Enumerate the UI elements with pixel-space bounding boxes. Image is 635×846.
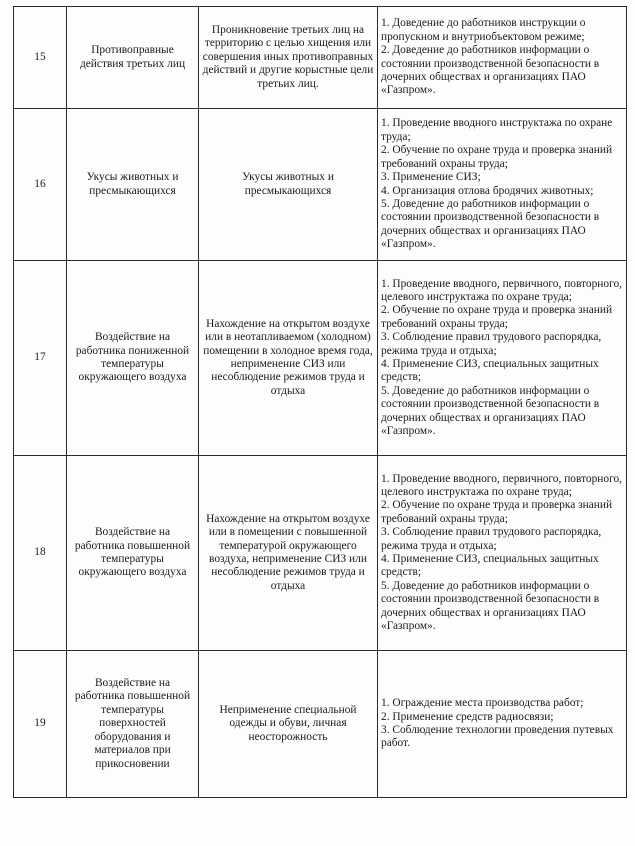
hazard-name: Противоправные действия третьих лиц bbox=[67, 7, 199, 109]
hazard-description: Проникновение третьих лиц на территорию с целью хищения или совершения иных противоправных действий и другие корыстные цели третьих лиц. bbox=[199, 7, 378, 109]
measure-item: 4. Применение СИЗ, специальных защитных средств; bbox=[381, 358, 599, 384]
measure-item: 3. Применение СИЗ; bbox=[381, 171, 481, 184]
table-row bbox=[14, 109, 627, 261]
table-row bbox=[14, 456, 627, 651]
measure-item: 5. Доведение до работников информации о состоянии производственной безопасности в дочерних обществах и организациях ПАО «Газпром». bbox=[381, 197, 600, 251]
measure-item: 1. Ограждение места производства работ; bbox=[381, 697, 584, 710]
hazard-name: Воздействие на работника повышенной температуры поверхностей оборудования и материалов при прикосновении bbox=[67, 651, 199, 798]
measure-item: 5. Доведение до работников информации о состоянии производственной безопасности в дочерних обществах и организациях ПАО «Газпром». bbox=[381, 384, 600, 438]
measure-item: 1. Проведение вводного инструктажа по охране труда; bbox=[381, 117, 613, 143]
hazard-table bbox=[13, 6, 627, 798]
row-number: 16 bbox=[14, 109, 67, 261]
measure-item: 1. Проведение вводного, первичного, повторного, целевого инструктажа по охране труда; bbox=[381, 472, 623, 498]
measures-list bbox=[381, 473, 623, 634]
table-row bbox=[14, 7, 627, 109]
measure-item: 2. Применение средств радиосвязи; bbox=[381, 710, 554, 723]
table-row bbox=[14, 261, 627, 456]
hazard-name: Воздействие на работника пониженной температуры окружающего воздуха bbox=[67, 261, 199, 456]
measure-item: 4. Организация отлова бродячих животных; bbox=[381, 184, 594, 197]
measure-item: 2. Доведение до работников информации о состоянии производственной безопасности в дочерних обществах и организациях ПАО «Газпром». bbox=[381, 44, 600, 97]
hazard-name: Воздействие на работника повышенной температуры окружающего воздуха bbox=[67, 456, 199, 651]
row-number: 18 bbox=[14, 456, 67, 651]
measures-list bbox=[381, 697, 623, 751]
measures-list bbox=[381, 278, 623, 439]
measure-item: 2. Обучение по охране труда и проверка знаний требований охраны труда; bbox=[381, 304, 613, 330]
hazard-description: Нахождение на открытом воздухе или в помещении с повышенной температурой окружающего воздуха, неприменение СИЗ или несоблюдение режимов труда и отдыха bbox=[199, 456, 378, 651]
control-measures bbox=[378, 109, 627, 261]
measures-list bbox=[381, 17, 623, 97]
row-number: 17 bbox=[14, 261, 67, 456]
control-measures bbox=[378, 456, 627, 651]
hazard-description: Неприменение специальной одежды и обуви, личная неосторожность bbox=[199, 651, 378, 798]
row-number: 15 bbox=[14, 7, 67, 109]
measure-item: 3. Соблюдение правил трудового распорядка, режима труда и отдыха; bbox=[381, 526, 602, 552]
measures-list bbox=[381, 117, 623, 251]
control-measures bbox=[378, 7, 627, 109]
measure-item: 1. Проведение вводного, первичного, повторного, целевого инструктажа по охране труда; bbox=[381, 277, 623, 303]
measure-item: 4. Применение СИЗ, специальных защитных средств; bbox=[381, 553, 599, 579]
table-row bbox=[14, 651, 627, 798]
hazard-description: Нахождение на открытом воздухе или в неотапливаемом (холодном) помещении в холодное время года, неприменение СИЗ или несоблюдение режимов труда и отдыха bbox=[199, 261, 378, 456]
measure-item: 3. Соблюдение технологии проведения путевых работ. bbox=[381, 724, 614, 750]
measure-item: 5. Доведение до работников информации о состоянии производственной безопасности в дочерних обществах и организациях ПАО «Газпром». bbox=[381, 579, 600, 633]
hazard-name: Укусы животных и пресмыкающихся bbox=[67, 109, 199, 261]
measure-item: 2. Обучение по охране труда и проверка знаний требований охраны труда; bbox=[381, 144, 613, 170]
row-number: 19 bbox=[14, 651, 67, 798]
measure-item: 1. Доведение до работников инструкции о пропускном и внутриобъектовом режиме; bbox=[381, 17, 586, 43]
measure-item: 3. Соблюдение правил трудового распорядка, режима труда и отдыха; bbox=[381, 331, 602, 357]
measure-item: 2. Обучение по охране труда и проверка знаний требований охраны труда; bbox=[381, 499, 613, 525]
control-measures bbox=[378, 651, 627, 798]
hazard-description: Укусы животных и пресмыкающихся bbox=[199, 109, 378, 261]
control-measures bbox=[378, 261, 627, 456]
